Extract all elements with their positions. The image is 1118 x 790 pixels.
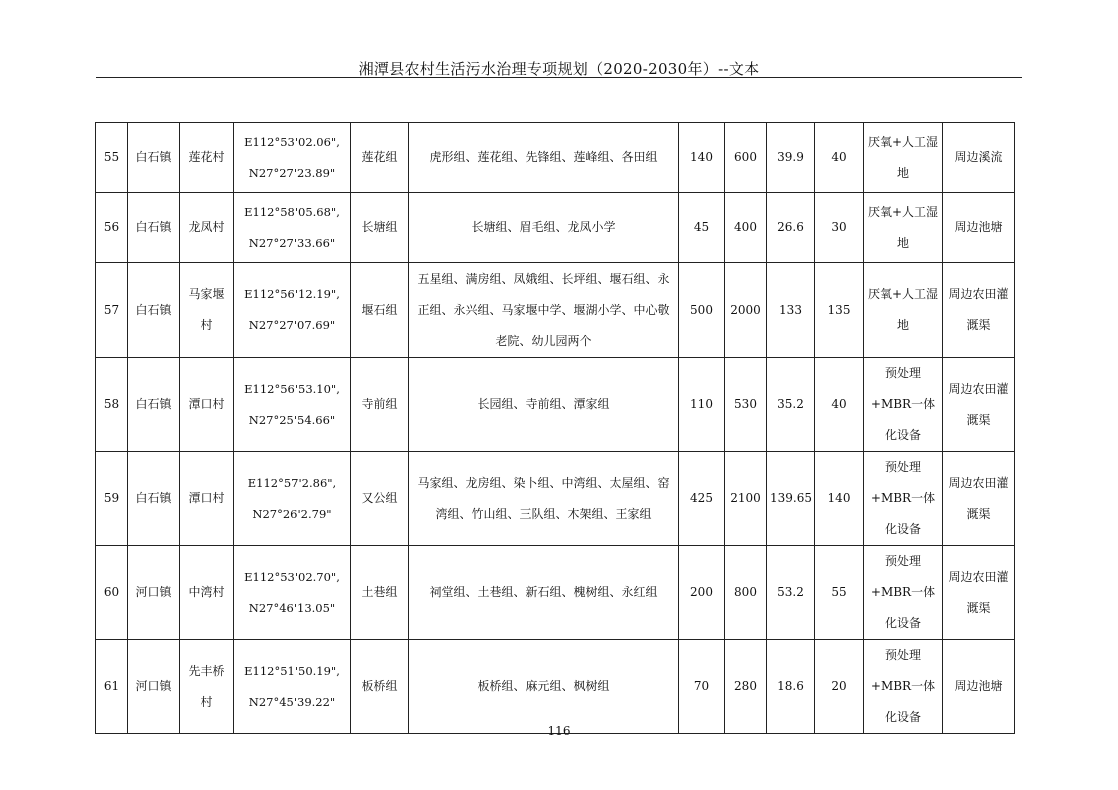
page-header-title: 湘潭县农村生活污水治理专项规划（2020-2030年）--文本	[358, 60, 760, 78]
cell-village: 中湾村	[180, 546, 234, 640]
cell-latitude: N27°27'23.89"	[248, 165, 336, 180]
cell-coordinates	[234, 452, 351, 546]
cell-process: 预处理+MBR一体化设备	[864, 546, 943, 640]
cell-coordinates	[234, 193, 351, 263]
cell-water: 18.6	[767, 640, 815, 734]
cell-households: 500	[679, 263, 725, 358]
cell-coordinates	[234, 546, 351, 640]
cell-town: 白石镇	[128, 123, 180, 193]
cell-discharge: 周边农田灌溉渠	[943, 546, 1015, 640]
cell-group: 土巷组	[351, 546, 409, 640]
cell-no: 57	[96, 263, 128, 358]
cell-latitude: N27°26'2.79"	[252, 506, 332, 521]
cell-town: 白石镇	[128, 193, 180, 263]
cell-coordinates	[234, 640, 351, 734]
cell-longitude: E112°57'2.86",	[247, 475, 337, 490]
cell-scale: 55	[815, 546, 864, 640]
cell-latitude: N27°25'54.66"	[248, 412, 336, 427]
cell-discharge: 周边溪流	[943, 123, 1015, 193]
cell-covered: 长园组、寺前组、潭家组	[409, 358, 679, 452]
cell-discharge: 周边农田灌溉渠	[943, 358, 1015, 452]
cell-scale: 140	[815, 452, 864, 546]
table-row	[96, 358, 1015, 452]
cell-households: 110	[679, 358, 725, 452]
cell-process: 预处理+MBR一体化设备	[864, 640, 943, 734]
cell-water: 26.6	[767, 193, 815, 263]
cell-water: 53.2	[767, 546, 815, 640]
cell-longitude: E112°53'02.70",	[244, 569, 340, 584]
cell-longitude: E112°56'12.19",	[244, 287, 340, 301]
cell-group: 板桥组	[351, 640, 409, 734]
cell-population: 800	[725, 546, 767, 640]
cell-village: 马家堰村	[180, 263, 234, 358]
cell-longitude: E112°58'05.68",	[244, 204, 340, 219]
cell-process: 厌氧+人工湿地	[864, 123, 943, 193]
cell-households: 70	[679, 640, 725, 734]
cell-discharge: 周边农田灌溉渠	[943, 263, 1015, 358]
cell-process: 厌氧+人工湿地	[864, 263, 943, 358]
cell-longitude: E112°56'53.10",	[244, 381, 340, 396]
cell-group: 长塘组	[351, 193, 409, 263]
cell-town: 白石镇	[128, 263, 180, 358]
cell-covered: 马家组、龙房组、染卜组、中湾组、太屋组、窑湾组、竹山组、三队组、木架组、王家组	[409, 452, 679, 546]
cell-no: 59	[96, 452, 128, 546]
cell-village: 先丰桥村	[180, 640, 234, 734]
cell-households: 140	[679, 123, 725, 193]
cell-covered: 虎形组、莲花组、先锋组、莲峰组、各田组	[409, 123, 679, 193]
cell-process: 预处理+MBR一体化设备	[864, 452, 943, 546]
cell-households: 200	[679, 546, 725, 640]
table-row	[96, 640, 1015, 734]
cell-latitude: N27°27'33.66"	[248, 235, 336, 250]
cell-no: 60	[96, 546, 128, 640]
cell-discharge: 周边农田灌溉渠	[943, 452, 1015, 546]
sewage-plan-table	[95, 122, 1015, 734]
cell-covered: 板桥组、麻元组、枫树组	[409, 640, 679, 734]
cell-population: 530	[725, 358, 767, 452]
cell-village: 莲花村	[180, 123, 234, 193]
cell-village: 潭口村	[180, 358, 234, 452]
cell-scale: 135	[815, 263, 864, 358]
cell-households: 45	[679, 193, 725, 263]
cell-latitude: N27°46'13.05"	[248, 600, 336, 615]
cell-covered: 祠堂组、土巷组、新石组、槐树组、永红组	[409, 546, 679, 640]
header-rule	[96, 77, 1022, 78]
table-row	[96, 263, 1015, 358]
cell-coordinates	[234, 123, 351, 193]
cell-group: 寺前组	[351, 358, 409, 452]
cell-discharge: 周边池塘	[943, 640, 1015, 734]
table-row	[96, 193, 1015, 263]
cell-longitude: E112°51'50.19",	[244, 663, 340, 678]
cell-population: 400	[725, 193, 767, 263]
cell-water: 139.65	[767, 452, 815, 546]
cell-town: 河口镇	[128, 546, 180, 640]
cell-scale: 40	[815, 123, 864, 193]
cell-population: 280	[725, 640, 767, 734]
cell-group: 堰石组	[351, 263, 409, 358]
cell-population: 2000	[725, 263, 767, 358]
table-row	[96, 123, 1015, 193]
cell-latitude: N27°45'39.22"	[248, 694, 336, 709]
cell-process: 预处理+MBR一体化设备	[864, 358, 943, 452]
cell-longitude: E112°53'02.06",	[244, 134, 340, 149]
cell-no: 58	[96, 358, 128, 452]
cell-coordinates	[234, 358, 351, 452]
cell-covered: 五星组、满房组、凤娥组、长坪组、堰石组、永正组、永兴组、马家堰中学、堰湖小学、中心敬老院、幼儿园两个	[409, 263, 679, 358]
page-number: 116	[547, 724, 571, 738]
cell-scale: 30	[815, 193, 864, 263]
cell-coordinates	[234, 263, 351, 358]
cell-village: 潭口村	[180, 452, 234, 546]
cell-covered: 长塘组、眉毛组、龙凤小学	[409, 193, 679, 263]
cell-population: 600	[725, 123, 767, 193]
cell-group: 又公组	[351, 452, 409, 546]
cell-discharge: 周边池塘	[943, 193, 1015, 263]
cell-population: 2100	[725, 452, 767, 546]
cell-process: 厌氧+人工湿地	[864, 193, 943, 263]
cell-water: 133	[767, 263, 815, 358]
cell-water: 35.2	[767, 358, 815, 452]
table-row	[96, 546, 1015, 640]
cell-scale: 20	[815, 640, 864, 734]
cell-no: 56	[96, 193, 128, 263]
cell-town: 白石镇	[128, 452, 180, 546]
cell-no: 61	[96, 640, 128, 734]
cell-group: 莲花组	[351, 123, 409, 193]
table-row	[96, 452, 1015, 546]
cell-scale: 40	[815, 358, 864, 452]
cell-households: 425	[679, 452, 725, 546]
cell-town: 河口镇	[128, 640, 180, 734]
cell-town: 白石镇	[128, 358, 180, 452]
cell-water: 39.9	[767, 123, 815, 193]
cell-latitude: N27°27'07.69"	[248, 318, 336, 332]
cell-village: 龙凤村	[180, 193, 234, 263]
cell-no: 55	[96, 123, 128, 193]
